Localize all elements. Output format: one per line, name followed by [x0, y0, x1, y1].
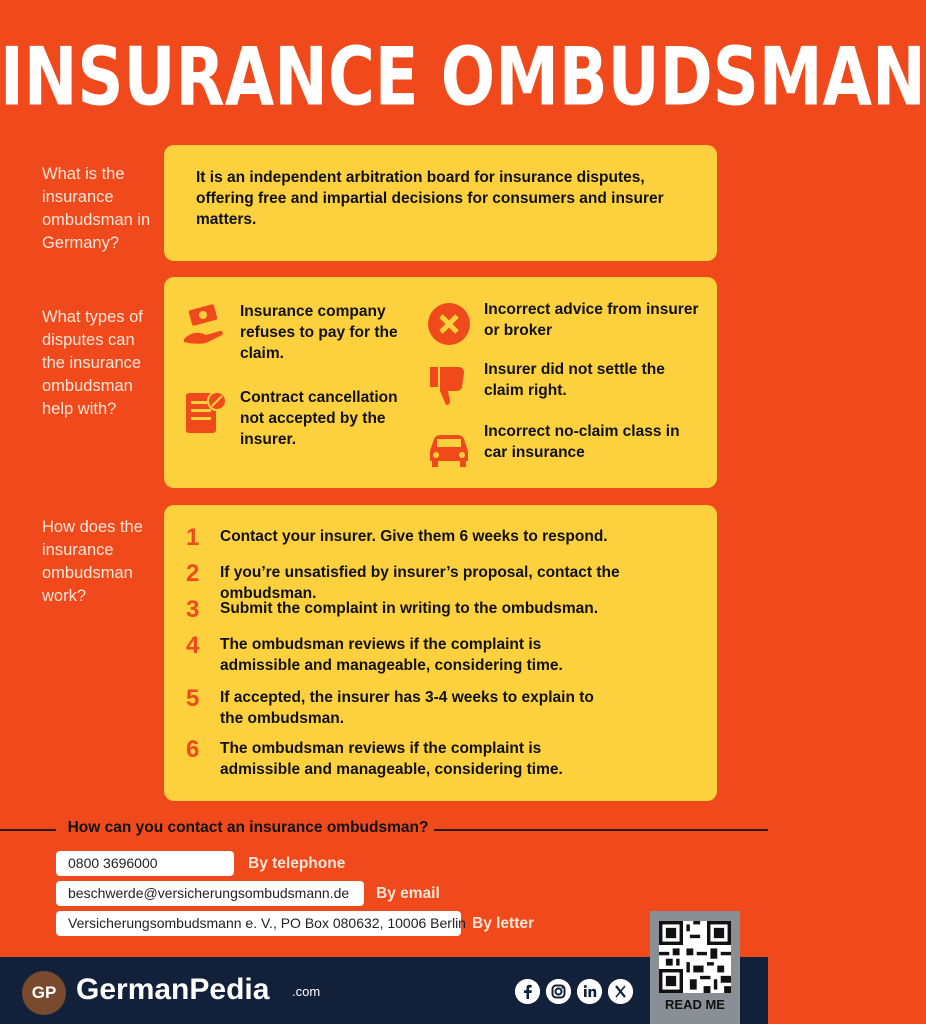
method-email: By email — [376, 885, 440, 902]
dispute-item: Insurance company refuses to pay for the claim. — [180, 301, 416, 364]
brand-suffix: .com — [292, 984, 321, 999]
question-types: What types of disputes can the insurance ombudsman help with? — [42, 308, 143, 418]
step-number: 4 — [186, 632, 200, 659]
linkedin-icon[interactable] — [577, 979, 602, 1004]
dispute-types-panel — [164, 277, 717, 488]
dispute-item: Contract cancellation not accepted by the insurer. — [180, 387, 416, 450]
car-icon — [424, 421, 474, 471]
method-telephone: By telephone — [248, 855, 346, 872]
page-title: INSURANCE OMBUDSMAN — [0, 32, 926, 125]
step-number: 5 — [186, 685, 200, 712]
step-item — [186, 598, 700, 622]
step-text: Submit the complaint in writing to the ombudsman. — [220, 600, 599, 617]
divider-right — [434, 829, 768, 831]
step-number: 2 — [186, 560, 200, 587]
step-text: If you’re unsatisfied by insurer’s proposal, contact the ombudsman. — [220, 564, 620, 602]
instagram-icon[interactable] — [546, 979, 571, 1004]
thumbs-down-icon — [424, 359, 474, 409]
step-item — [186, 526, 700, 550]
phone-field[interactable]: 0800 3696000 — [56, 851, 234, 876]
step-item — [186, 634, 620, 676]
step-text: If accepted, the insurer has 3-4 weeks to explain to the ombudsman. — [220, 689, 594, 727]
step-text: The ombudsman reviews if the complaint is admissible and manageable, considering time. — [220, 740, 563, 778]
read-me-label: READ ME — [665, 997, 725, 1012]
facebook-icon[interactable] — [515, 979, 540, 1004]
answer-panel-what — [164, 145, 717, 261]
qr-code-box[interactable] — [650, 911, 740, 1024]
divider-left — [0, 829, 56, 831]
dispute-item: Insurer did not settle the claim right. — [424, 359, 704, 409]
step-number: 6 — [186, 736, 200, 763]
step-number: 1 — [186, 524, 200, 551]
email-field[interactable]: beschwerde@versicherungsombudsmann.de — [56, 881, 364, 906]
address-field[interactable]: Versicherungsombudsmann e. V., PO Box 080632, 10006 Berlin — [56, 911, 461, 936]
x-circle-icon — [424, 299, 474, 349]
question-how: How does the insurance ombudsman work? — [42, 518, 143, 605]
step-text: Contact your insurer. Give them 6 weeks to respond. — [220, 528, 608, 545]
steps-panel — [164, 505, 717, 801]
x-icon[interactable] — [608, 979, 633, 1004]
dispute-item: Incorrect advice from insurer or broker — [424, 299, 704, 349]
logo[interactable]: GP — [22, 971, 66, 1015]
dispute-item: Incorrect no-claim class in car insurance — [424, 421, 704, 471]
brand-name[interactable]: GermanPedia — [76, 973, 270, 1006]
contact-heading: How can you contact an insurance ombudsman? — [67, 819, 429, 836]
step-number: 3 — [186, 596, 200, 623]
step-text: The ombudsman reviews if the complaint is admissible and manageable, considering time. — [220, 636, 563, 674]
answer-what: It is an independent arbitration board for insurance disputes, offering free and impartial decisions for consumers and insurer matters. — [196, 169, 664, 228]
step-item — [186, 687, 620, 729]
method-letter: By letter — [472, 915, 535, 932]
step-item — [186, 738, 620, 780]
money-hand-icon — [180, 301, 230, 351]
document-cancel-icon — [180, 387, 230, 437]
question-what: What is the insurance ombudsman in Germany? — [42, 165, 151, 252]
qr-code-icon[interactable] — [659, 921, 731, 993]
